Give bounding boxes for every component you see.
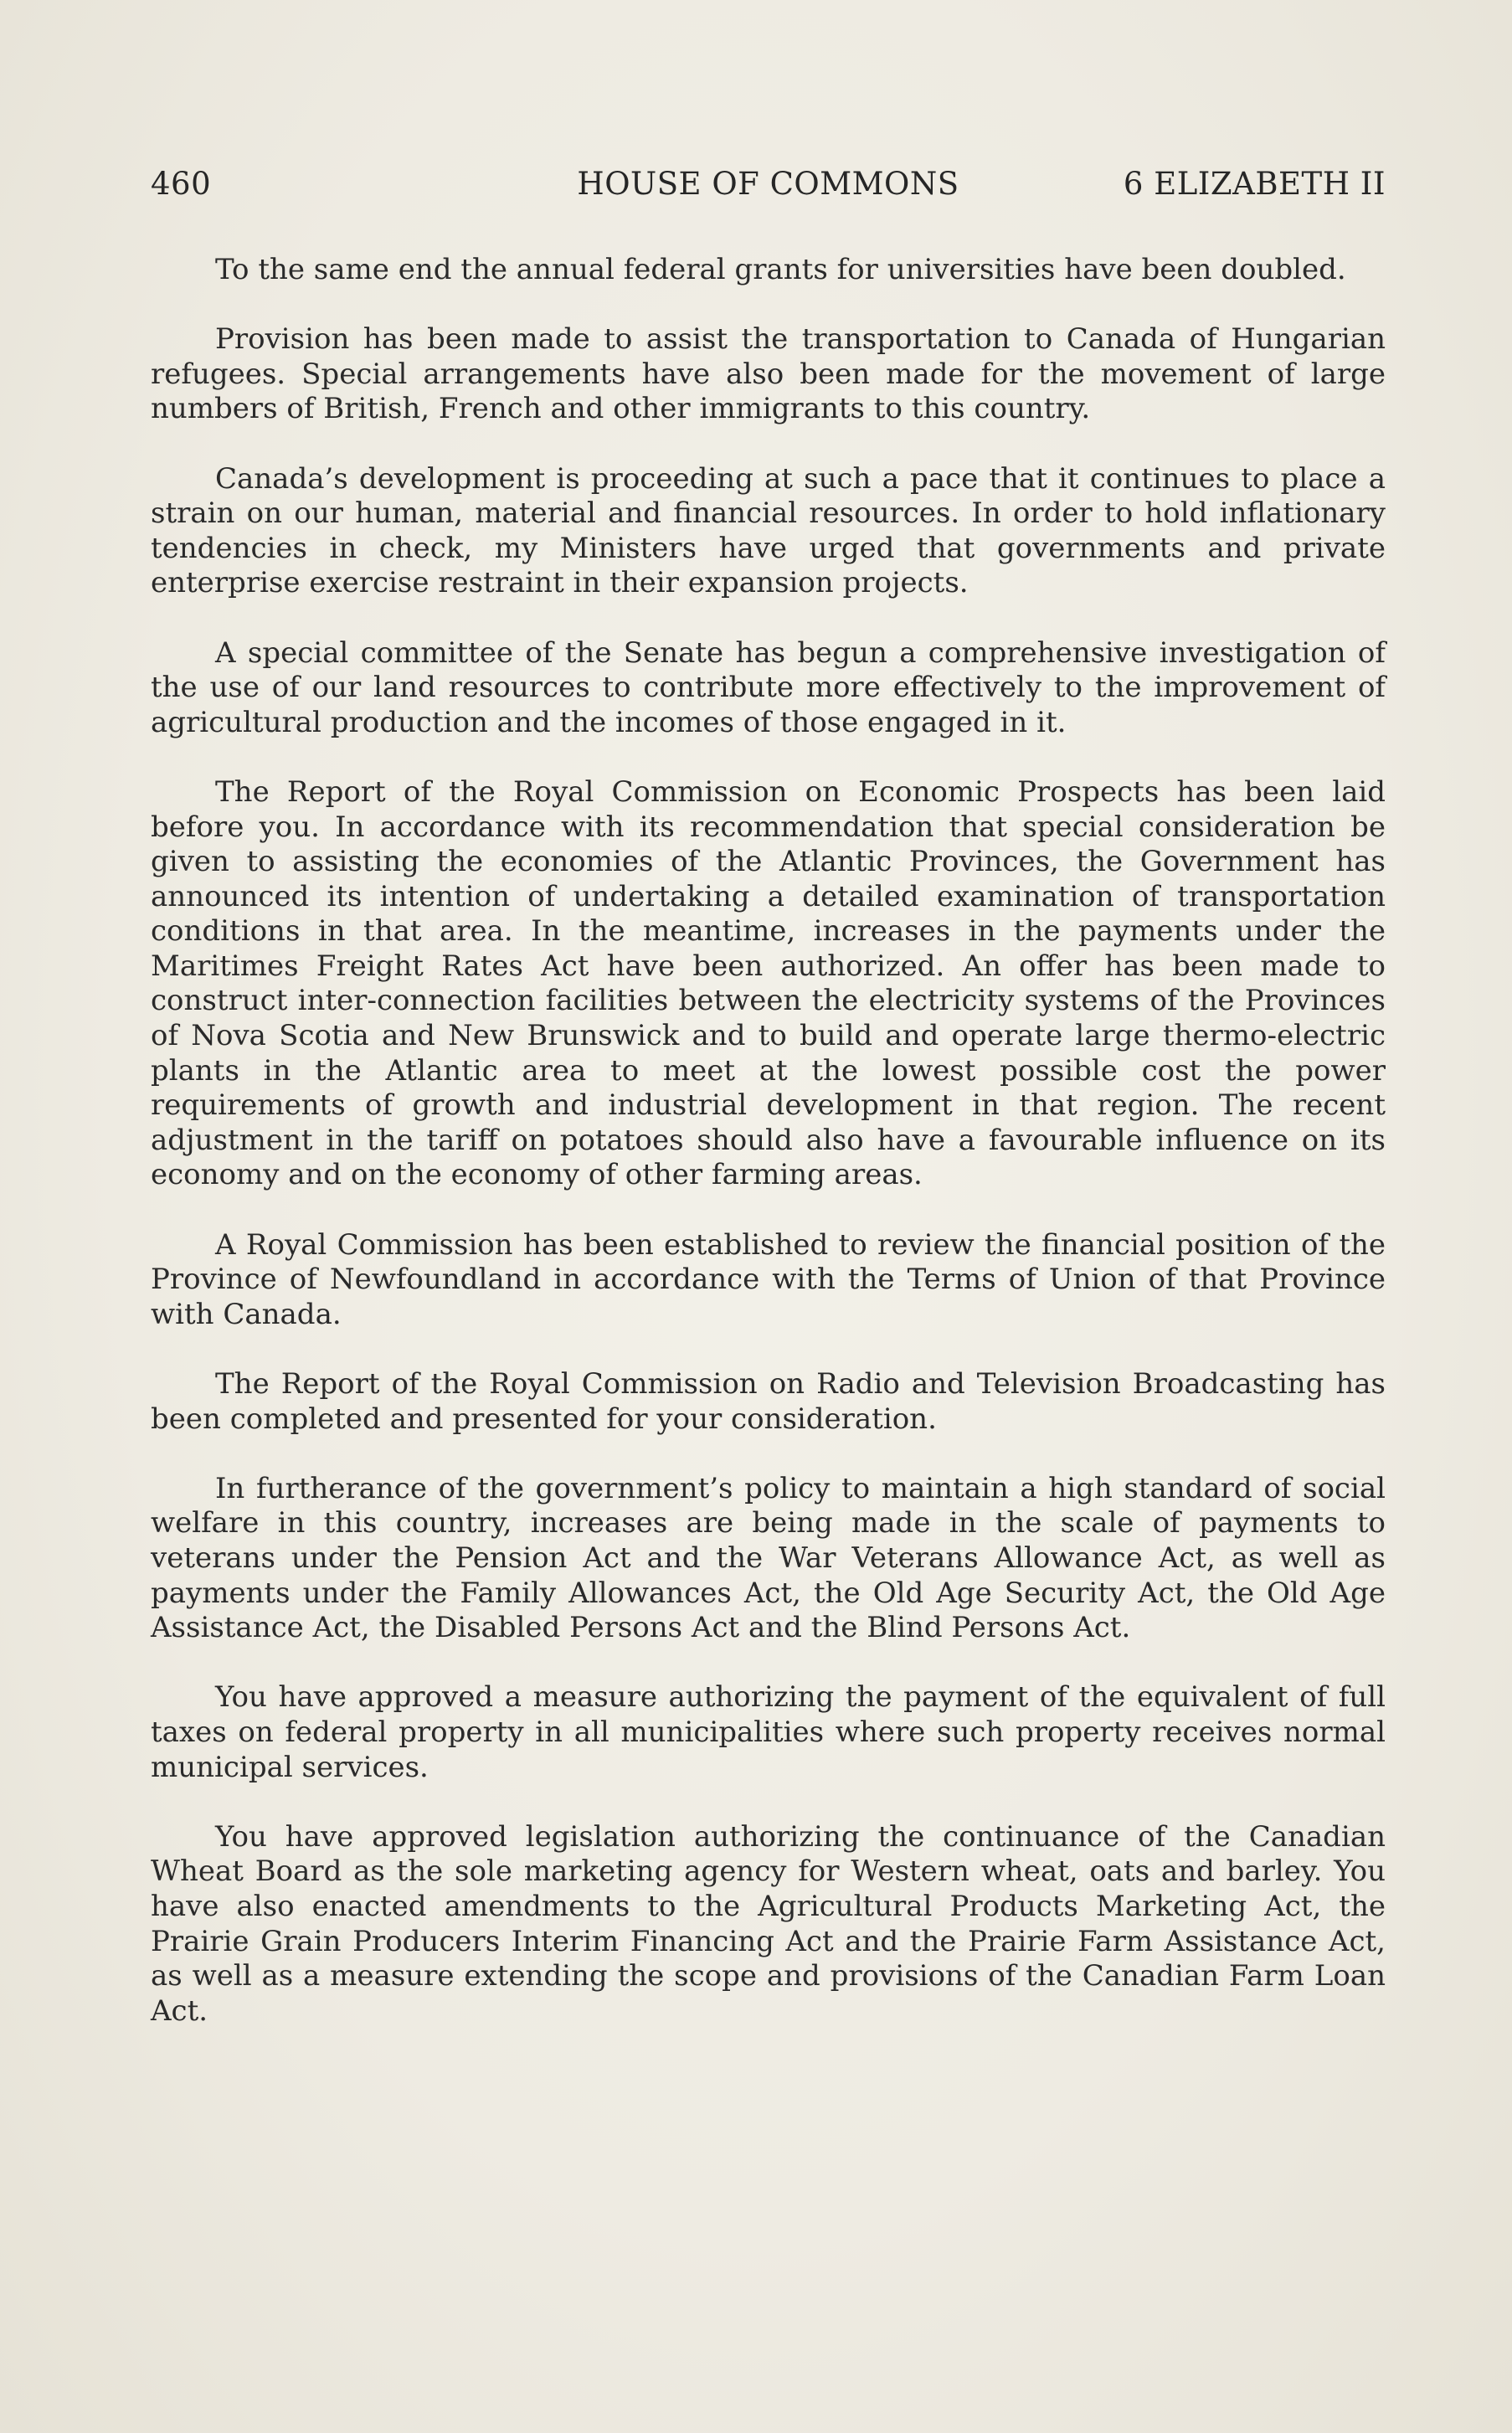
paragraph-university-grants: To the same end the annual federal grants for universities have been doubled. <box>215 253 1346 286</box>
body-text <box>151 253 1386 2064</box>
paragraph-wheat-board: You have approved legislation authorizing the continuance of the Canadian Wheat Board as the sole marketing agency for Western wheat, oats and barley. You have also enacted amendments to the Agricultural Products Marketing Act, the Prairie Grain Producers Interim Financing Act and the Prairie Farm Assistance Act, as well as a measure extending the scope and provisions of the Canadian Farm Loan Act. <box>151 1819 1386 2028</box>
paragraph-federal-property: You have approved a measure authorizing the payment of the equivalent of full taxes on federal property in all municipalities where such property receives normal municipal services. <box>151 1680 1386 1784</box>
paragraph-development: Canada’s development is proceeding at such a pace that it continues to place a strain on our human, material and financial resources. In order to hold inflationary tendencies in check, my Ministers have urged that governments and private enterprise exercise restraint in their expansion projects. <box>151 461 1386 600</box>
paragraph-broadcasting: The Report of the Royal Commission on Radio and Television Broadcasting has been completed and presented for your consideration. <box>151 1367 1386 1436</box>
paragraph-refugees: Provision has been made to assist the transportation to Canada of Hungarian refugees. Special arrangements have also been made for the movement of large numbers of British, French and other immigrants to this country. <box>151 322 1386 426</box>
session-label: 6 ELIZABETH II <box>1123 166 1386 202</box>
page-header <box>151 166 1386 211</box>
paragraph-social-welfare: In furtherance of the government’s policy to maintain a high standard of social welfare in this country, increases are being made in the scale of payments to veterans under the Pension Act and the War Veterans Allowance Act, as well as payments under the Family Allowances Act, the Old Age Security Act, the Old Age Assistance Act, the Disabled Persons Act and the Blind Persons Act. <box>151 1471 1386 1645</box>
running-title: HOUSE OF COMMONS <box>577 166 959 202</box>
paragraph-economic-prospects: The Report of the Royal Commission on Economic Prospects has been laid before you. In accordance with its recommendation that special consideration be given to assisting the economies of the Atlantic Provinces, the Government has announced its intention of undertaking a detailed examination of transportation conditions in that area. In the meantime, increases in the payments under the Maritimes Freight Rates Act have been authorized. An offer has been made to construct inter-connection facilities between the electricity systems of the Provinces of Nova Scotia and New Brunswick and to build and operate large thermo-electric plants in the Atlantic area to meet at the lowest possible cost the power requirements of growth and industrial development in that region. The recent adjustment in the tariff on potatoes should also have a favourable influence on its economy and on the economy of other farming areas. <box>151 774 1386 1192</box>
paragraph-newfoundland: A Royal Commission has been established to review the financial position of the Province of Newfoundland in accordance with the Terms of Union of that Province with Canada. <box>151 1227 1386 1331</box>
page-number: 460 <box>151 166 212 202</box>
paragraph-senate-committee: A special committee of the Senate has begun a comprehensive investigation of the use of our land resources to contribute more effectively to the improvement of agricultural production and the incomes of those engaged in it. <box>151 635 1386 739</box>
